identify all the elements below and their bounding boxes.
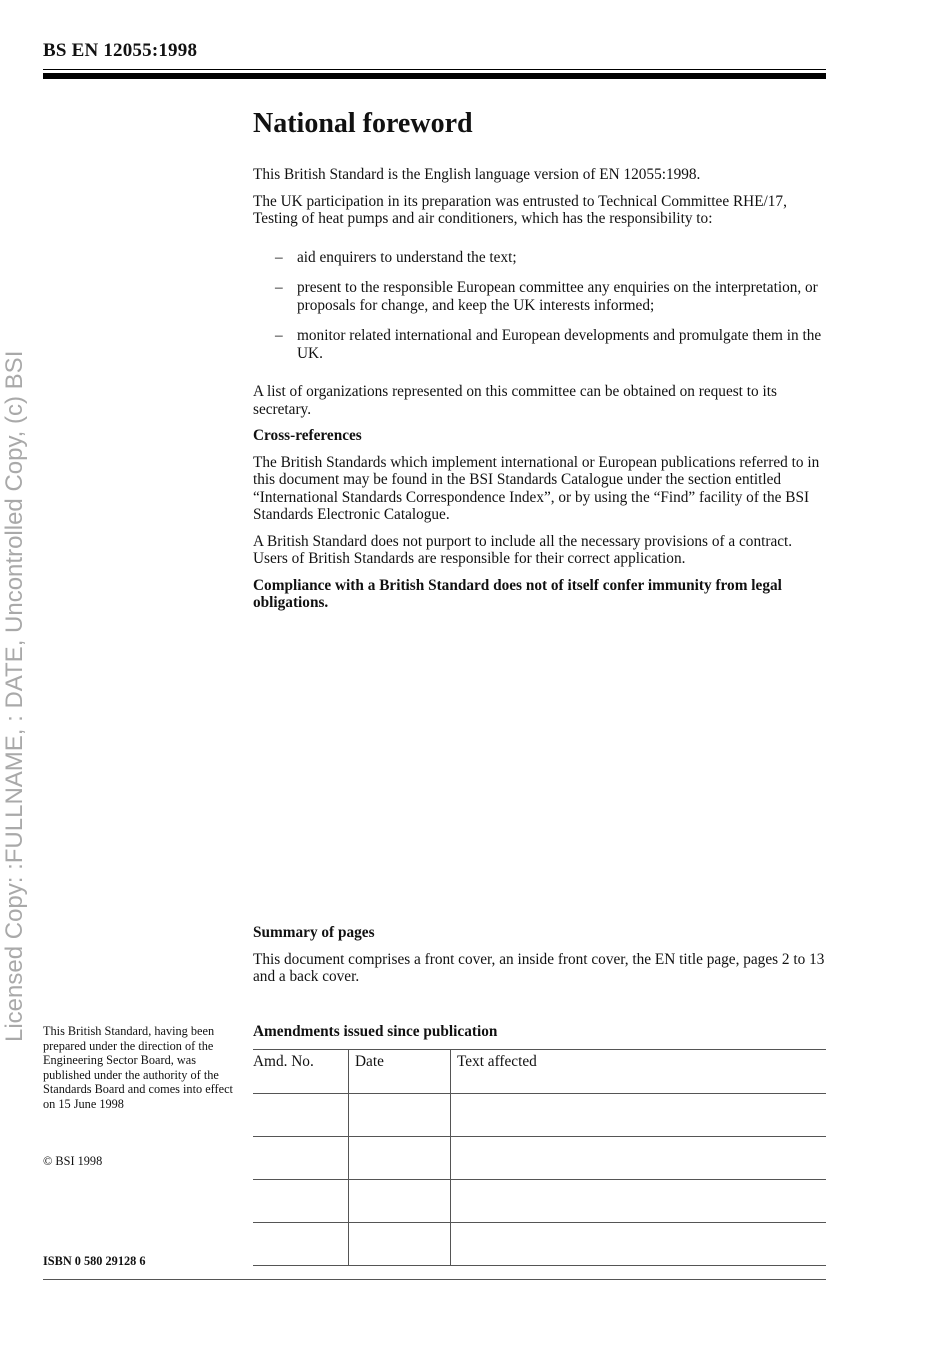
table-row <box>253 1180 826 1223</box>
dash-bullet: – <box>275 279 283 296</box>
responsibility-list <box>253 249 827 363</box>
table-row <box>253 1137 826 1180</box>
document-code: BS EN 12055:1998 <box>43 40 198 61</box>
header-rule-thick <box>43 73 826 79</box>
committee-paragraph: The UK participation in its preparation was entrusted to Technical Committee RHE/17, Testing of heat pumps and air conditioners, which has the responsibility to: <box>253 192 787 227</box>
footer-rule <box>43 1279 826 1280</box>
organizations-paragraph: A list of organizations represented on this committee can be obtained on request to its secretary. <box>253 383 777 418</box>
list-item-text: present to the responsible European committee any enquiries on the interpretation, or proposals for change, and keep the UK interests informed; <box>297 279 818 314</box>
compliance-statement: Compliance with a British Standard does not of itself confer immunity from legal obligations. <box>253 576 782 611</box>
table-cell <box>451 1094 827 1137</box>
table-row <box>253 1094 826 1137</box>
table-cell <box>451 1137 827 1180</box>
page-title: National foreword <box>253 108 473 139</box>
summary-text: This document comprises a front cover, an inside front cover, the EN title page, pages 2 to 13 and a back cover. <box>253 950 825 985</box>
summary-of-pages-section <box>253 924 827 995</box>
list-item-text: monitor related international and European developments and promulgate them in the UK. <box>297 327 822 362</box>
list-item <box>253 249 827 267</box>
publication-note: This British Standard, having been prepared under the direction of the Engineering Sector Board, was published under the authority of the Standards Board and comes into effect on 15 June 1998 <box>43 1024 233 1111</box>
amendments-table <box>253 1049 826 1266</box>
table-cell <box>349 1094 451 1137</box>
summary-heading: Summary of pages <box>253 924 375 941</box>
list-item <box>253 279 827 314</box>
table-cell <box>253 1180 349 1223</box>
column-header-text-affected: Text affected <box>451 1050 827 1094</box>
intro-paragraph: This British Standard is the English language version of EN 12055:1998. <box>253 166 701 183</box>
dash-bullet: – <box>275 248 283 266</box>
table-cell <box>451 1180 827 1223</box>
cross-references-heading: Cross-references <box>253 427 362 444</box>
table-cell <box>349 1223 451 1266</box>
table-row <box>253 1223 826 1266</box>
license-watermark: Licensed Copy: :FULLNAME, : DATE, Uncontrolled Copy, (c) BSI <box>1 350 28 1042</box>
column-header-date: Date <box>349 1050 451 1094</box>
table-cell <box>451 1223 827 1266</box>
table-cell <box>349 1180 451 1223</box>
amendments-title: Amendments issued since publication <box>253 1023 498 1040</box>
isbn-number: ISBN 0 580 29128 6 <box>43 1254 146 1268</box>
table-cell <box>253 1223 349 1266</box>
dash-bullet: – <box>275 327 283 344</box>
cross-references-paragraph: The British Standards which implement international or European publications referred to in this document may be found in the BSI Standards Catalogue under the section entitled “International Standards Correspondence Index”, or by using the “Find” facility of the BSI Standards Electronic Catalogue. <box>253 453 820 523</box>
table-header-row <box>253 1050 826 1094</box>
table-cell <box>253 1094 349 1137</box>
copyright-notice: © BSI 1998 <box>43 1154 103 1168</box>
provisions-paragraph: A British Standard does not purport to include all the necessary provisions of a contract. Users of British Standards are responsible for their correct application. <box>253 532 793 567</box>
list-item <box>253 327 827 362</box>
table-cell <box>253 1137 349 1180</box>
national-foreword-section <box>253 105 827 621</box>
header-rule-thin <box>43 69 826 70</box>
list-item-text: aid enquirers to understand the text; <box>297 248 517 266</box>
table-cell <box>349 1137 451 1180</box>
column-header-amd-no: Amd. No. <box>253 1050 349 1094</box>
